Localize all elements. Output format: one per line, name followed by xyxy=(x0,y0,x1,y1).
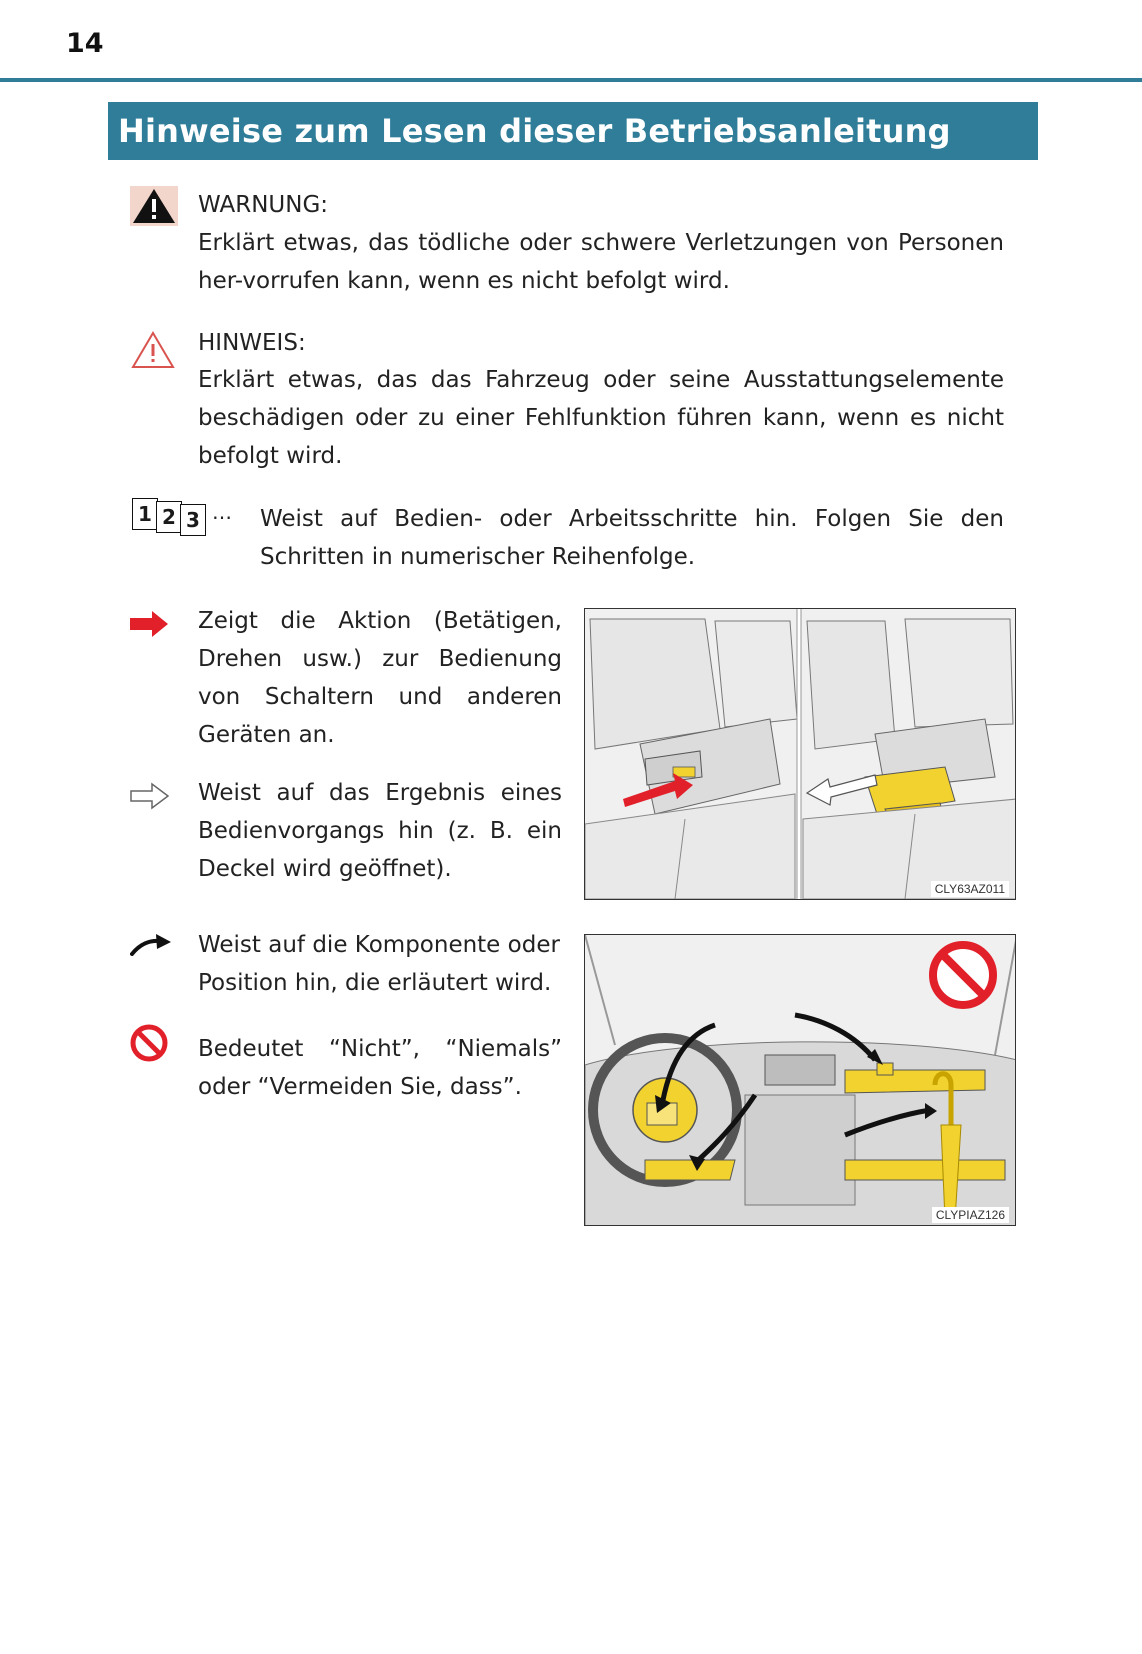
step-ellipsis: … xyxy=(212,500,232,524)
notice-label: HINWEIS: xyxy=(198,330,306,356)
page-number: 14 xyxy=(66,28,104,59)
action-arrow-icon xyxy=(130,610,170,638)
component-arrow-text: Weist auf die Komponente oder Position hin, die erläutert wird. xyxy=(198,932,560,996)
section-title: Hinweise zum Lesen dieser Betriebsanleitung xyxy=(108,102,1038,160)
caution-icon xyxy=(130,330,176,370)
header-rule xyxy=(0,78,1142,82)
steps-text: Weist auf Bedien- oder Arbeitsschritte hin. Folgen Sie den Schritten in numerischer Reihenfolge. xyxy=(260,506,1004,570)
action-arrow-text: Zeigt die Aktion (Betätigen, Drehen usw.) zur Bedienung von Schaltern und anderen Geräten an. xyxy=(198,608,562,748)
armrest-illustration xyxy=(585,609,1016,900)
prohibition-icon xyxy=(130,1024,168,1062)
warning-label: WARNUNG: xyxy=(198,192,329,218)
step-badge-3: 3 xyxy=(180,504,206,536)
warning-icon xyxy=(130,186,178,226)
result-arrow-icon xyxy=(130,782,170,810)
component-arrow-icon xyxy=(130,932,172,956)
prohibition-text: Bedeutet “Nicht”, “Niemals” oder “Vermeiden Sie, dass”. xyxy=(198,1036,562,1100)
notice-text: Erklärt etwas, das das Fahrzeug oder seine Ausstattungselemente beschädigen oder zu einer Fehlfunktion führen kann, wenn es nicht befolgt wird. xyxy=(198,367,1004,469)
step-numbers-icon xyxy=(132,498,242,534)
step-badge-1: 1 xyxy=(132,498,158,530)
dashboard-figure xyxy=(584,934,1016,1226)
armrest-figure-code: CLY63AZ011 xyxy=(931,881,1009,897)
step-badge-2: 2 xyxy=(156,501,182,533)
dashboard-figure-code: CLYPIAZ126 xyxy=(932,1207,1009,1223)
armrest-figure xyxy=(584,608,1016,900)
result-arrow-text: Weist auf das Ergebnis eines Bedienvorgangs hin (z. B. ein Deckel wird geöffnet). xyxy=(198,780,562,882)
warning-text: Erklärt etwas, das tödliche oder schwere Verletzungen von Personen her-vorrufen kann, wenn es nicht befolgt wird. xyxy=(198,230,1004,294)
dashboard-illustration xyxy=(585,935,1016,1226)
